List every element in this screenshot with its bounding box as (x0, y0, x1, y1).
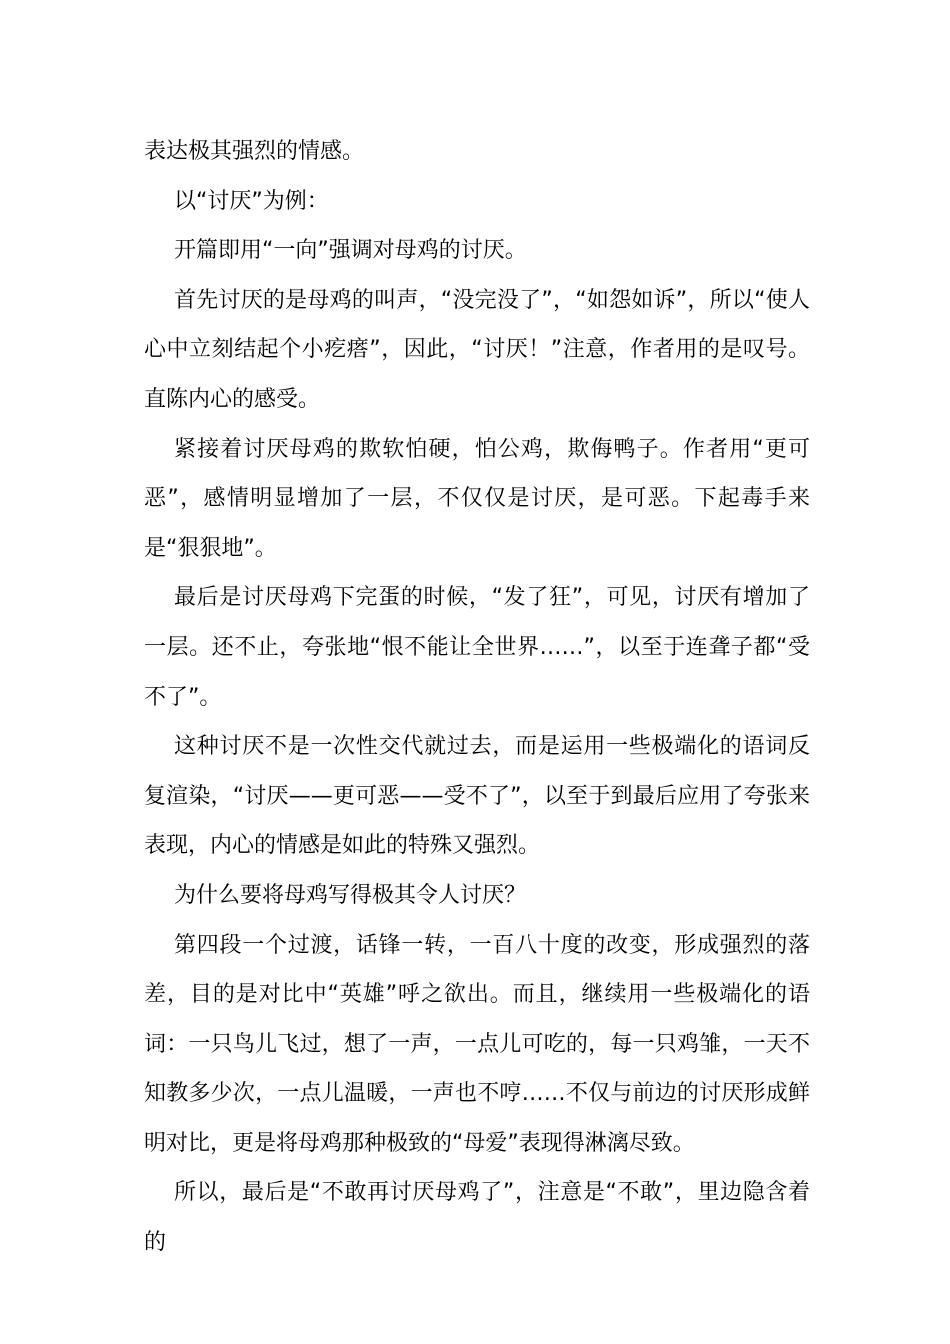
paragraph-8: 为什么要将母鸡写得极其令人讨厌？ (174, 882, 527, 908)
paragraph-9: 第四段一个过渡，话锋一转，一百八十度的改变，形成强烈的落差，目的是对比中“英雄”呼之欲出。而且，继续用一些极端化的语词：一只鸟儿飞过，想了一声，一点儿可吃的，每一只鸡雏，一天不知教多少次，一点儿温暖，一声也不哼……不仅与前边的讨厌形成鲜明对比，更是将母鸡那种极致的“母爱”表现得淋漓尽致。 (144, 932, 810, 1156)
paragraph-10: 所以，最后是“不敢再讨厌母鸡了”，注意是“不敢”，里边隐含着的 (144, 1180, 810, 1256)
paragraph-4: 首先讨厌的是母鸡的叫声，“没完没了”，“如怨如诉”，所以“使人心中立刻结起个小疙瘩”，因此，“讨厌！”注意，作者用的是叹号。直陈内心的感受。 (144, 287, 810, 412)
paragraph-3: 开篇即用“一向”强调对母鸡的讨厌。 (174, 238, 527, 264)
paragraph-6: 最后是讨厌母鸡下完蛋的时候，“发了狂”，可见，讨厌有增加了一层。还不止，夸张地“恨不能让全世界……”，以至于连聋子都“受不了”。 (144, 585, 810, 710)
paragraph-7: 这种讨厌不是一次性交代就过去，而是运用一些极端化的语词反复渲染，“讨厌——更可恶——受不了”，以至于到最后应用了夸张来表现，内心的情感是如此的特殊又强烈。 (144, 734, 810, 859)
document-body (144, 127, 810, 1268)
paragraph-5: 紧接着讨厌母鸡的欺软怕硬，怕公鸡，欺侮鸭子。作者用“更可恶”，感情明显增加了一层，不仅仅是讨厌，是可恶。下起毒手来是“狠狠地”。 (144, 436, 810, 561)
paragraph-2: 以“讨厌”为例： (174, 188, 329, 214)
paragraph-1: 表达极其强烈的情感。 (144, 139, 365, 164)
